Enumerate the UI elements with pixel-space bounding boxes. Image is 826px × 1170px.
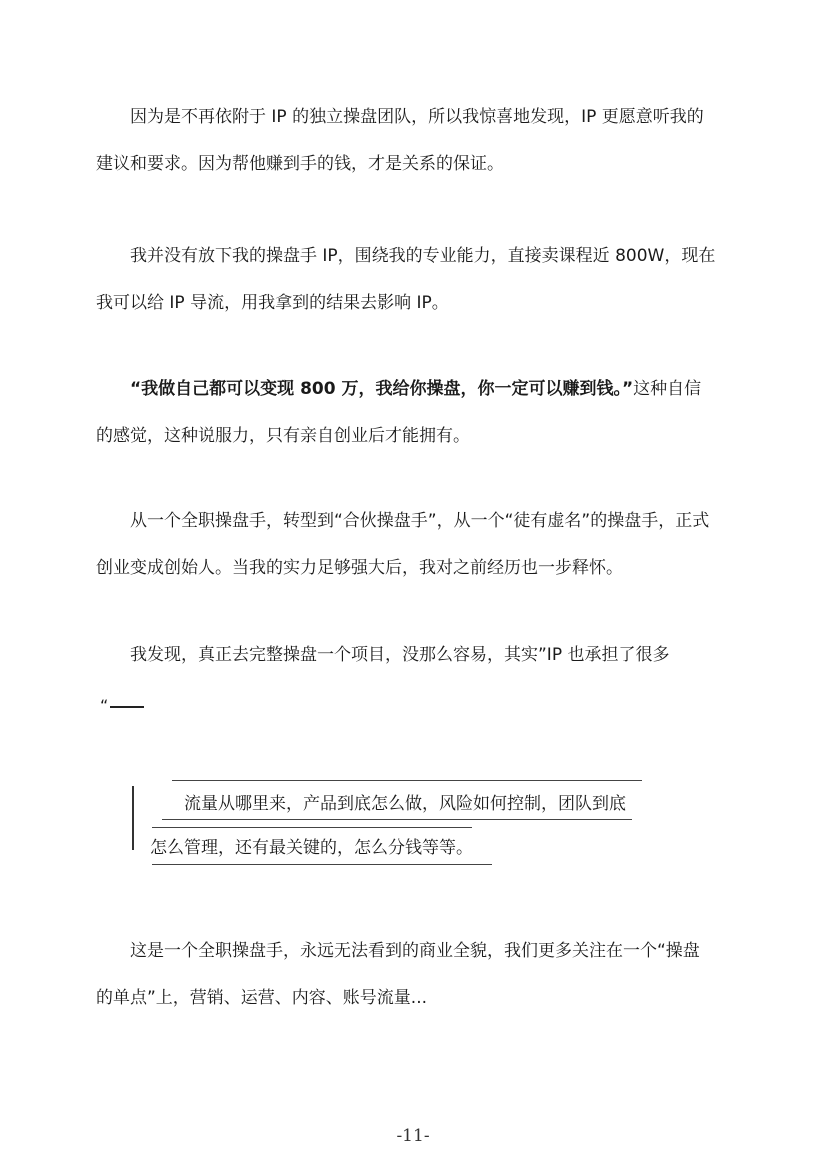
bold-quote: “我做自己都可以变现 800 万，我给你操盘，你一定可以赚到钱。”	[130, 379, 634, 399]
page-number: -11-	[396, 1126, 430, 1146]
dash-bar	[110, 706, 144, 708]
quote-rule-mid-2	[152, 827, 472, 828]
quote-rule-bottom	[152, 864, 492, 865]
quote-block	[132, 772, 642, 872]
paragraph-2: 我并没有放下我的操盘手 IP，围绕我的专业能力，直接卖课程近 800W，现在我可以给 IP 导流，用我拿到的结果去影响 IP。	[96, 246, 716, 313]
paragraph-1: 因为是不再依附于 IP 的独立操盘团队，所以我惊喜地发现，IP 更愿意听我的建议和要求。因为帮他赚到手的钱，才是关系的保证。	[96, 107, 704, 174]
dash-continuation	[100, 696, 144, 715]
quote-bar	[132, 786, 134, 850]
quote-rule-top	[172, 780, 642, 781]
quote-line-2: 怎么管理，还有最关键的，怎么分钱等等。	[150, 838, 473, 858]
paragraph-3-rest: 这种自信的感觉，这种说服力，只有亲自创业后才能拥有。	[96, 379, 702, 446]
open-quote-mark: “	[100, 696, 109, 715]
paragraph-4: 从一个全职操盘手，转型到“合伙操盘手”，从一个“徒有虚名”的操盘手，正式创业变成创始人。当我的实力足够强大后，我对之前经历也一步释怀。	[96, 511, 710, 578]
paragraph-5: 我发现，真正去完整操盘一个项目，没那么容易，其实”IP 也承担了很多	[130, 645, 670, 665]
quote-rule-mid-1	[162, 819, 632, 820]
paragraph-3	[96, 366, 716, 460]
quote-line-1: 流量从哪里来，产品到底怎么做，风险如何控制，团队到底	[184, 794, 626, 814]
paragraph-6: 这是一个全职操盘手，永远无法看到的商业全貌，我们更多关注在一个“操盘的单点”上，营销、运营、内容、账号流量...	[96, 941, 700, 1008]
